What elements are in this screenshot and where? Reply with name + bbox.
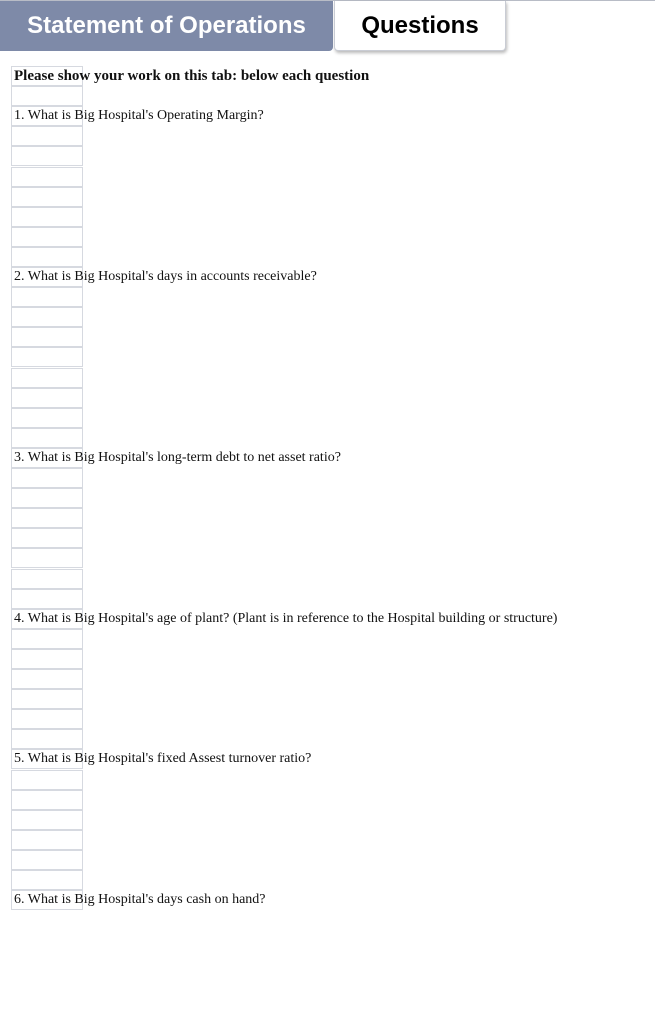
grid-cell[interactable]	[11, 408, 83, 428]
tab-questions[interactable]: Questions	[334, 1, 506, 51]
grid-cell[interactable]	[11, 307, 83, 327]
answer-row	[11, 126, 651, 146]
answer-row	[11, 468, 651, 488]
answer-row	[11, 227, 651, 247]
answer-row	[11, 589, 651, 609]
question-text: 1. What is Big Hospital's Operating Margin?	[14, 108, 264, 124]
grid-cell[interactable]	[11, 830, 83, 850]
answer-row	[11, 669, 651, 689]
grid-cell[interactable]	[11, 468, 83, 488]
sheet-tab-bar	[0, 0, 655, 56]
grid-cell[interactable]	[11, 207, 83, 227]
grid-cell[interactable]	[11, 187, 83, 207]
answer-row	[11, 709, 651, 729]
grid-cell[interactable]	[11, 810, 83, 830]
grid-cell[interactable]	[11, 287, 83, 307]
question-row	[11, 106, 651, 126]
question-text: 3. What is Big Hospital's long-term debt to net asset ratio?	[14, 449, 341, 465]
grid-cell[interactable]	[11, 770, 83, 790]
grid-cell[interactable]	[11, 629, 83, 649]
answer-row	[11, 850, 651, 870]
answer-row	[11, 689, 651, 709]
grid-cell[interactable]	[11, 569, 83, 589]
answer-row	[11, 548, 651, 568]
instructions-text: Please show your work on this tab: below each question	[14, 68, 370, 84]
grid-cell[interactable]	[11, 709, 83, 729]
question-text: 2. What is Big Hospital's days in accounts receivable?	[14, 269, 317, 284]
answer-row	[11, 649, 651, 669]
question-row	[11, 609, 651, 629]
answer-row	[11, 810, 651, 830]
answer-row	[11, 307, 651, 327]
grid-cell[interactable]	[11, 167, 83, 187]
answer-row	[11, 146, 651, 166]
answer-row	[11, 428, 651, 448]
grid-cell[interactable]	[11, 589, 83, 609]
answer-row	[11, 770, 651, 790]
question-text: 6. What is Big Hospital's days cash on hand?	[14, 892, 266, 908]
answer-row	[11, 327, 651, 347]
question-row	[11, 267, 651, 287]
answer-row	[11, 629, 651, 649]
grid-cell[interactable]	[11, 247, 83, 267]
grid-cell[interactable]	[11, 227, 83, 247]
grid-cell[interactable]	[11, 790, 83, 810]
answer-row	[11, 830, 651, 850]
answer-row	[11, 207, 651, 227]
answer-row	[11, 247, 651, 267]
grid-cell[interactable]	[11, 327, 83, 347]
grid-cell[interactable]	[11, 388, 83, 408]
questions-sheet-grid	[11, 66, 651, 911]
grid-cell[interactable]	[11, 528, 83, 548]
answer-row	[11, 187, 651, 207]
answer-row	[11, 287, 651, 307]
grid-cell[interactable]	[11, 689, 83, 709]
answer-row	[11, 729, 651, 749]
answer-row	[11, 870, 651, 890]
grid-cell[interactable]	[11, 428, 83, 448]
answer-row	[11, 167, 651, 187]
grid-cell[interactable]	[11, 649, 83, 669]
answer-row	[11, 388, 651, 408]
grid-cell[interactable]	[11, 729, 83, 749]
question-row	[11, 448, 651, 468]
grid-cell[interactable]	[11, 126, 83, 146]
grid-cell[interactable]	[11, 508, 83, 528]
question-row	[11, 890, 651, 910]
question-text: 4. What is Big Hospital's age of plant? (Plant is in reference to the Hospital building or structure)	[14, 610, 558, 626]
question-text: 5. What is Big Hospital's fixed Assest turnover ratio?	[14, 751, 312, 767]
grid-cell[interactable]	[11, 488, 83, 508]
grid-cell[interactable]	[11, 368, 83, 388]
answer-row	[11, 508, 651, 528]
answer-row	[11, 488, 651, 508]
tab-statement-of-operations[interactable]: Statement of Operations	[0, 1, 333, 51]
answer-row	[11, 347, 651, 367]
answer-row	[11, 368, 651, 388]
grid-cell[interactable]	[11, 669, 83, 689]
grid-cell[interactable]	[11, 347, 83, 367]
question-row	[11, 66, 651, 86]
answer-row	[11, 528, 651, 548]
question-row	[11, 749, 651, 769]
answer-row	[11, 790, 651, 810]
grid-cell[interactable]	[11, 548, 83, 568]
answer-row	[11, 86, 651, 106]
grid-cell[interactable]	[11, 870, 83, 890]
grid-cell[interactable]	[11, 86, 83, 106]
grid-cell[interactable]	[11, 850, 83, 870]
answer-row	[11, 408, 651, 428]
grid-cell[interactable]	[11, 146, 83, 166]
answer-row	[11, 569, 651, 589]
